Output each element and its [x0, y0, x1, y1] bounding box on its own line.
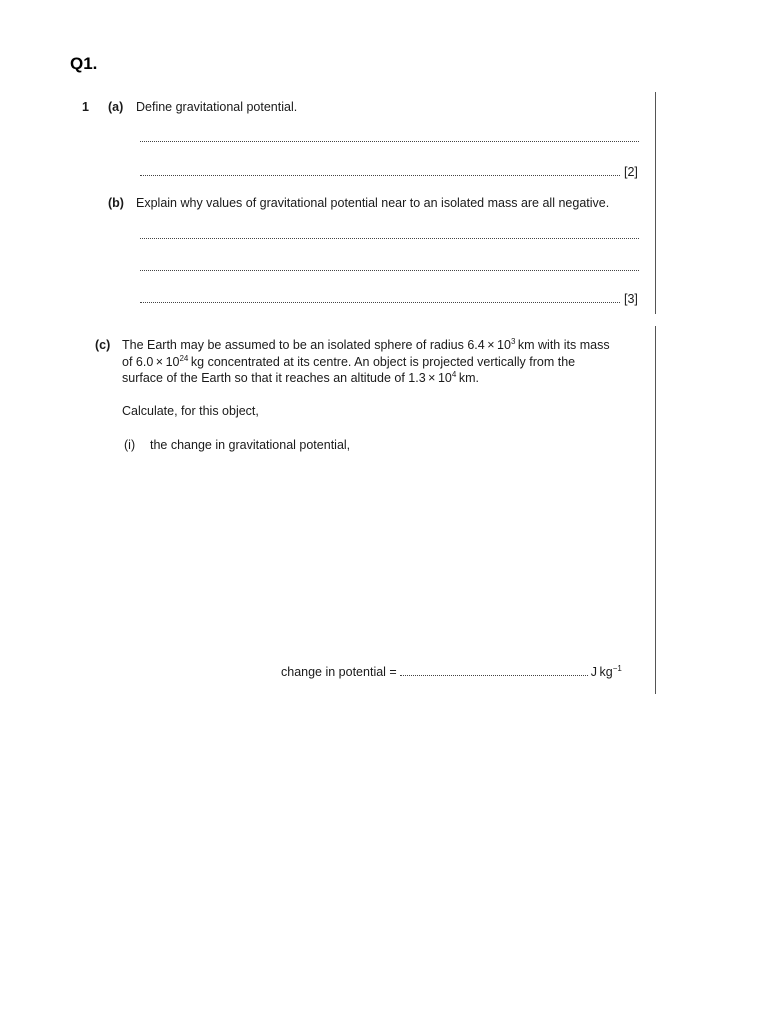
part-c-sub-i-text: the change in gravitational potential, [150, 438, 351, 452]
answer-row [281, 664, 622, 680]
part-b-label: (b) [108, 196, 124, 210]
part-c-line-2: of 6.0 × 10 [122, 354, 180, 369]
question-number: 1 [82, 100, 89, 114]
part-c-line-2-exponent: 24 [179, 353, 189, 363]
part-b-text: Explain why values of gravitational potential near to an isolated mass are all negative. [136, 196, 610, 210]
part-b-answer-line-2[interactable] [140, 270, 639, 271]
part-c-calculate-text: Calculate, for this object, [122, 404, 259, 418]
part-a-text: Define gravitational potential. [136, 100, 298, 114]
answer-unit: J kg [590, 665, 613, 679]
part-c-line-3: surface of the Earth so that it reaches an altitude of 1.3 × 10 [122, 371, 452, 385]
part-a-answer-line-2[interactable] [140, 175, 620, 176]
part-b-answer-line-1[interactable] [140, 238, 639, 239]
part-c-line-3-end: km. [456, 371, 479, 385]
part-b-marks: [3] [624, 292, 638, 306]
part-c-paragraph [122, 337, 638, 387]
part-c-line-2-end: kg concentrated at its centre. An object is projected vertically from the [188, 354, 576, 369]
part-c-line-1-exponent: 3 [510, 337, 516, 346]
part-a-label: (a) [108, 100, 124, 114]
question-heading: Q1. [70, 54, 98, 73]
part-a-answer-line-1[interactable] [140, 141, 639, 142]
margin-bar-top [655, 92, 656, 314]
part-b-answer-line-3[interactable] [140, 302, 620, 303]
answer-label: change in potential = [281, 665, 397, 679]
answer-unit-exponent: −1 [612, 664, 622, 673]
part-c-line-3-exponent: 4 [451, 370, 457, 379]
part-c-line-1: The Earth may be assumed to be an isolated sphere of radius 6.4 × 10 [122, 338, 511, 352]
answer-input-line[interactable] [400, 665, 588, 676]
working-space[interactable] [122, 460, 642, 650]
part-c-label: (c) [95, 338, 111, 352]
margin-bar-bottom [655, 326, 656, 694]
part-c-line-1-end: km with its mass [515, 338, 610, 352]
part-c-sub-i-label: (i) [124, 438, 136, 452]
part-a-marks: [2] [624, 165, 638, 179]
